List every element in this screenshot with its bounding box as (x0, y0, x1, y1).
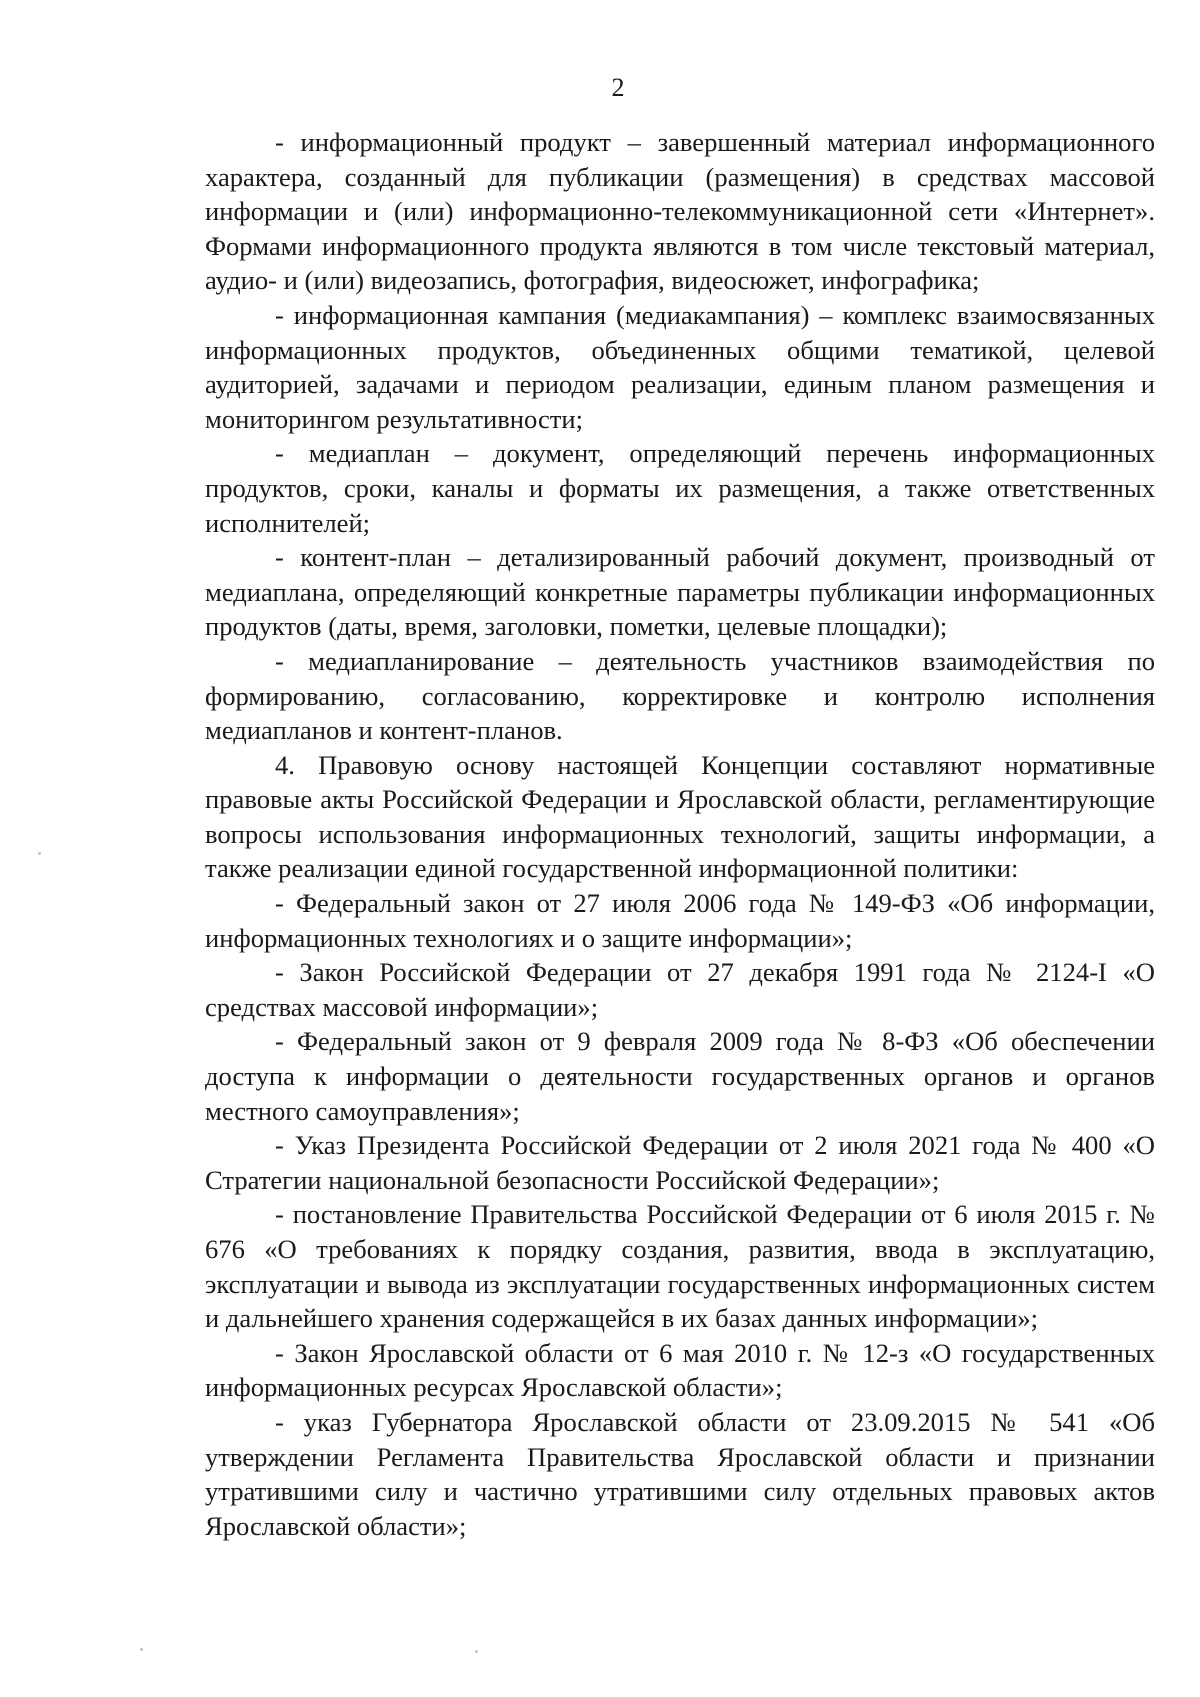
page-number: 2 (611, 73, 625, 102)
legal-act-law-2124: - Закон Российской Федерации от 27 декабря 1991 года № 2124-I «О средствах массовой информации»; (205, 957, 1155, 1022)
legal-act-federal-law-149: - Федеральный закон от 27 июля 2006 года № 149-ФЗ «Об информации, информационных технологиях и о защите информации»; (205, 888, 1155, 953)
definition-information-campaign: - информационная кампания (медиакампания) – комплекс взаимосвязанных информационных продуктов, объединенных общими тематикой, целевой аудиторией, задачами и периодом реализации, единым планом размещения и мониторингом результативности; (205, 299, 1155, 434)
definition-content-plan: - контент-план – детализированный рабочий документ, производный от медиаплана, определяющий конкретные параметры публикации информационных продуктов (даты, время, заголовки, пометки, целевые площадки); (205, 542, 1155, 642)
definition-media-plan: - медиаплан – документ, определяющий перечень информационных продуктов, сроки, каналы и форматы их размещения, а также ответственных исполнителей; (205, 438, 1155, 538)
scan-speck (475, 1650, 478, 1653)
document-body (205, 125, 1155, 1543)
definition-information-product: - информационный продукт – завершенный материал информационного характера, созданный для публикации (размещения) в средствах массовой информации и (или) информационно-телекоммуникационной сети «Интернет». Формами информационного продукта являются в том числе текстовый материал, аудио- и (или) видеозапись, фотография, видеосюжет, инфографика; (205, 127, 1155, 296)
legal-act-federal-law-8: - Федеральный закон от 9 февраля 2009 года № 8-ФЗ «Об обеспечении доступа к информации о деятельности государственных органов и органов местного самоуправления»; (205, 1026, 1155, 1126)
definition-media-planning: - медиапланирование – деятельность участников взаимодействия по формированию, согласованию, корректировке и контролю исполнения медиапланов и контент-планов. (205, 645, 1155, 746)
scan-speck (140, 1648, 143, 1651)
legal-act-regional-law-12: - Закон Ярославской области от 6 мая 2010 г. № 12-з «О государственных информационных ресурсах Ярославской области»; (205, 1337, 1155, 1403)
scan-speck (38, 852, 41, 855)
legal-act-resolution-676: - постановление Правительства Российской Федерации от 6 июля 2015 г. № 676 «О требованиях к порядку создания, развития, ввода в эксплуатацию, эксплуатации и вывода из эксплуатации государственных информационных систем и дальнейшего хранения содержащейся в их базах данных информации»; (205, 1199, 1155, 1334)
legal-act-decree-400: - Указ Президента Российской Федерации от 2 июля 2021 года № 400 «О Стратегии национальной безопасности Российской Федерации»; (205, 1130, 1155, 1195)
legal-act-governor-decree-541: - указ Губернатора Ярославской области от 23.09.2015 № 541 «Об утверждении Регламента Правительства Ярославской области и признании утратившими силу и частично утратившими силу отдельных правовых актов Ярославской области»; (205, 1406, 1155, 1541)
legal-basis-paragraph: 4. Правовую основу настоящей Концепции составляют нормативные правовые акты Российской Федерации и Ярославской области, регламентирующие вопросы использования информационных технологий, защиты информации, а также реализации единой государственной информационной политики: (205, 749, 1155, 884)
